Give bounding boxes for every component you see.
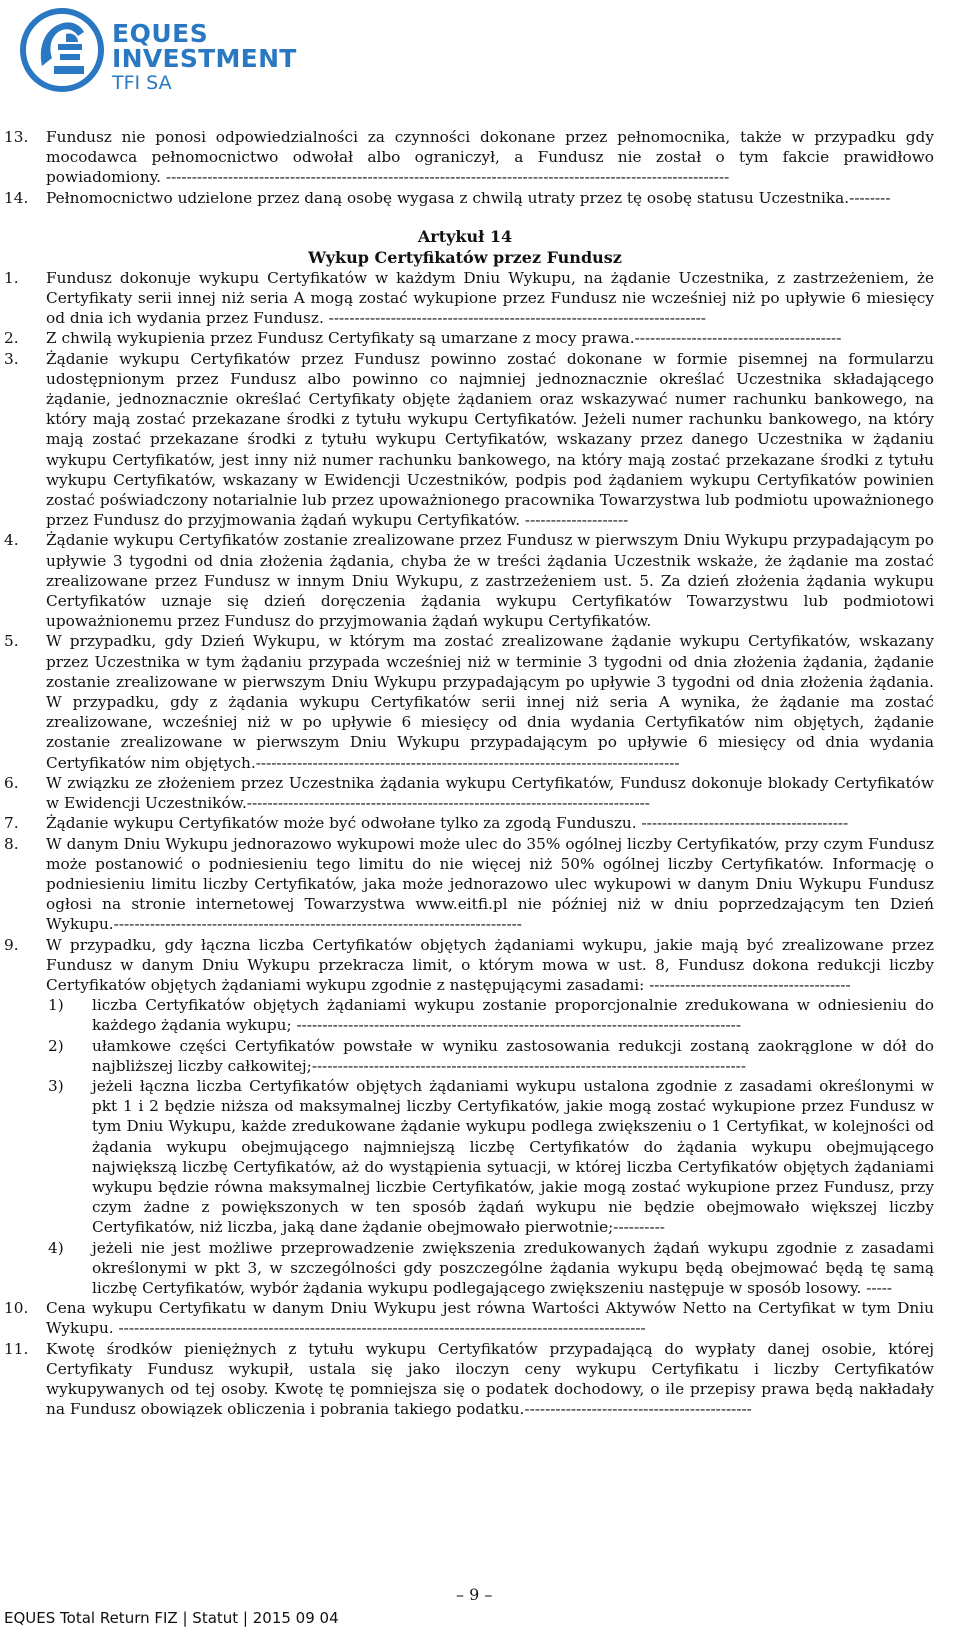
logo-line-2: INVESTMENT (112, 44, 297, 73)
subparagraph-text: ułamkowe części Certyfikatów powstałe w wyniku zastosowania redukcji zostaną zaokrąglone w dół do najbliższej liczby całkowitej;------------------------------------------------------------------------------------ (92, 1036, 934, 1075)
paragraph-9 (0, 935, 960, 996)
article-subtitle: Wykup Certyfikatów przez Fundusz (308, 247, 622, 267)
article-heading (0, 226, 960, 268)
subparagraph-number: 4) (48, 1238, 64, 1257)
paragraph-text: Z chwilą wykupienia przez Fundusz Certyfikaty są umarzane z mocy prawa.---------------------------------------- (46, 329, 842, 348)
paragraph-number: 1. (4, 268, 19, 287)
paragraph-number: 5. (4, 632, 19, 651)
paragraph-5 (0, 631, 960, 772)
paragraph-text: Żądanie wykupu Certyfikatów zostanie zrealizowane przez Fundusz w pierwszym Dniu Wykupu przypadającym po upływie 3 tygodni od dnia złożenia żądania, chyba że w treści żądania Uczestnik wskaże, że żądanie ma zostać zrealizowane przez Fundusz w innym Dniu Wykupu, z zastrzeżeniem ust. 5. Za dzień złożenia żądania wykupu Certyfikatów uznaje się dzień doręczenia żądania wykupu Certyfikatów Towarzystwu lub podmiotowi upoważnionemu przez Fundusz do przyjmowania żądań wykupu Certyfikatów. (46, 531, 934, 631)
paragraph-text: Fundusz nie ponosi odpowiedzialności za czynności dokonane przez pełnomocnika, także w przypadku gdy mocodawca pełnomocnictwo odwołał albo ograniczył, a Fundusz nie został o tym fakcie prawidłowo powiadomiony. ------------------------------------------------------------------------------------------------------------- (46, 128, 934, 187)
paragraph-number: 11. (4, 1339, 29, 1358)
paragraph-text: Pełnomocnictwo udzielone przez daną osobę wygasa z chwilą utraty przez tę osobę statusu Uczestnika.-------- (46, 188, 891, 207)
paragraph-text: Kwotę środków pieniężnych z tytułu wykupu Certyfikatów przypadającą do wypłaty danej osobie, której Certyfikaty Fundusz wykupił, ustala się jako iloczyn ceny wykupu Certyfikatu i liczby Certyfikatów wykupywanych od tej osoby. Kwotę tę pomniejsza się o podatek dochodowy, o ile przepisy prawa będą nakładały na Fundusz obowiązek obliczenia i pobrania takiego podatku.-------------------------------------------- (46, 1339, 934, 1419)
subparagraph-2 (0, 1036, 960, 1076)
paragraph-1 (0, 268, 960, 329)
subparagraph-text: liczba Certyfikatów objętych żądaniami wykupu zostanie proporcjonalnie zredukowana w odniesieniu do każdego żądania wykupu; -------------------------------------------------------------------------------------- (92, 996, 934, 1035)
paragraph-text: Fundusz dokonuje wykupu Certyfikatów w każdym Dniu Wykupu, na żądanie Uczestnika, z zastrzeżeniem, że Certyfikaty serii innej niż seria A mogą zostać wykupione przez Fundusz nie wcześniej niż po upływie 6 miesięcy od dnia ich wydania przez Fundusz. ------------------------------------------------------------------------- (46, 268, 934, 328)
paragraph-text: Żądanie wykupu Certyfikatów przez Fundusz powinno zostać dokonane w formie pisemnej na formularzu udostępnionym przez Fundusz albo powinno co najmniej jednoznacznie określać Uczestnika składającego żądanie, jednoznacznie określać Certyfikaty objęte żądaniem oraz wskazywać numer rachunku bankowego, na który mają zostać przekazane środki z tytułu wykupu Certyfikatów. Jeżeli numer rachunku bankowego, na który mają zostać przekazane środki z tytułu wykupu Certyfikatów, wskazany przez danego Uczestnika w żądaniu wykupu Certyfikatów, jest inny niż numer rachunku bankowego, na który mają zostać przekazane środki z tytułu wykupu Certyfikatów, wskazany w Ewidencji Uczestników, podpis pod żądaniem wykupu Certyfikatów powinien zostać poświadczony notarialnie lub przez upoważnionego pracownika Towarzystwa lub podmiotu upoważnionego przez Fundusz do przyjmowania żądań wykupu Certyfikatów. -------------------- (46, 349, 934, 530)
paragraph-number: 7. (4, 814, 19, 833)
paragraph-8 (0, 834, 960, 935)
paragraph-10 (0, 1298, 960, 1338)
paragraph-6 (0, 773, 960, 813)
paragraph-7 (0, 813, 960, 833)
subparagraph-number: 1) (48, 996, 64, 1015)
logo-line-3: TFI SA (112, 72, 172, 94)
page-footer: EQUES Total Return FIZ | Statut | 2015 09 04 (4, 1609, 339, 1627)
article-title: Artykuł 14 (417, 226, 513, 246)
paragraph-number: 8. (4, 834, 19, 853)
paragraph-text: W danym Dniu Wykupu jednorazowo wykupowi może ulec do 35% ogólnej liczby Certyfikatów, przy czym Fundusz może postanowić o podniesieniu tego limitu do nie więcej niż 50% ogólnej liczby Certyfikatów. Informację o podniesieniu limitu liczby Certyfikatów, jaka może jednorazowo ulec wykupowi w danym Dniu Wykupu Fundusz ogłosi na stronie internetowej Towarzystwa www.eitfi.pl nie później niż w dniu poprzedzającym ten Dzień Wykupu.------------------------------------------------------------------------------- (46, 834, 934, 934)
subparagraph-4 (0, 1238, 960, 1299)
paragraph-number: 10. (4, 1299, 29, 1318)
paragraph-number: 6. (4, 773, 19, 792)
subparagraph-3 (0, 1076, 960, 1238)
paragraph-11 (0, 1339, 960, 1420)
subparagraph-text: jeżeli łączna liczba Certyfikatów objętych żądaniami wykupu ustalona zgodnie z zasadami określonymi w pkt 1 i 2 będzie niższa od maksymalnej liczby Certyfikatów, jakie mogą zostać wykupione przez Fundusz w tym Dniu Wykupu, każde zredukowane żądanie wykupu podlega zwiększeniu o 1 Certyfikat, w kolejności od żądania wykupu obejmującego najmniejszą liczbę Certyfikatów do żądania wykupu obejmującego największą liczbę Certyfikatów, aż do wystąpienia sytuacji, w której liczba Certyfikatów objętych żądaniami wykupu będzie równa maksymalnej liczbie Certyfikatów, jakie mogą zostać wykupione przez Fundusz, przy czym żadne z powiększonych w ten sposób żądań wykupu nie będzie obejmowało większej liczby Certyfikatów, niż liczba, jaką dane żądanie obejmowało pierwotnie;---------- (92, 1076, 934, 1237)
paragraph-3 (0, 349, 960, 531)
company-logo (20, 4, 297, 100)
paragraph-text: W przypadku, gdy Dzień Wykupu, w którym ma zostać zrealizowane żądanie wykupu Certyfikatów, wskazany przez Uczestnika w tym żądaniu przypada wcześniej niż w terminie 3 tygodni od dnia złożenia żądania, żądanie zostanie zrealizowane w pierwszym Dniu Wykupu przypadającym po upływie 3 tygodni od dnia złożenia żądania. W przypadku, gdy z żądania wykupu Certyfikatów serii innej niż seria A wynika, że żądanie ma zostać zrealizowane, wcześniej niż w po upływie 6 miesięcy od dnia wydania Certyfikatów nim objętych, żądanie zostanie zrealizowane w pierwszym Dniu Wykupu przypadającym po upływie 6 miesięcy od dnia wydania Certyfikatów nim objętych.---------------------------------------------------------------------------------- (46, 632, 934, 772)
paragraph-number: 14. (4, 188, 29, 207)
paragraph-text: Cena wykupu Certyfikatu w danym Dniu Wykupu jest równa Wartości Aktywów Netto na Certyfikat w tym Dniu Wykupu. ------------------------------------------------------------------------------------------------------ (46, 1299, 934, 1338)
subparagraph-1 (0, 995, 960, 1035)
paragraph-text: Żądanie wykupu Certyfikatów może być odwołane tylko za zgodą Funduszu. ---------------------------------------- (46, 814, 849, 833)
subparagraph-number: 3) (48, 1076, 64, 1095)
paragraph-text: W związku ze złożeniem przez Uczestnika żądania wykupu Certyfikatów, Fundusz dokonuje blokady Certyfikatów w Ewidencji Uczestników.------------------------------------------------------------------------------ (46, 773, 934, 813)
paragraph-2 (0, 328, 960, 348)
paragraph-14 (0, 188, 960, 208)
paragraph-4 (0, 530, 960, 631)
paragraph-13 (0, 127, 960, 188)
paragraph-number: 3. (4, 349, 19, 368)
logo-emblem-icon (20, 4, 106, 96)
logo-wordmark (112, 19, 297, 94)
logo-line-1: EQUES (112, 19, 209, 48)
paragraph-number: 4. (4, 531, 19, 550)
paragraph-text: W przypadku, gdy łączna liczba Certyfikatów objętych żądaniami wykupu, jakie mają być zrealizowane przez Fundusz w danym Dniu Wykupu przekracza limit, o którym mowa w ust. 8, Fundusz dokona redukcji liczby Certyfikatów objętych żądaniami wykupu zgodnie z następującymi zasadami: --------------------------------------- (46, 935, 934, 994)
page-number: – 9 – (456, 1585, 493, 1604)
subparagraph-text: jeżeli nie jest możliwe przeprowadzenie zwiększenia zredukowanych żądań wykupu zgodnie z zasadami określonymi w pkt 3, w szczególności gdy poszczególne żądania wykupu będą obejmować będą tę samą liczbę Certyfikatów, wybór żądania wykupu podlegającego zwiększeniu następuje w sposób losowy. ----- (92, 1238, 934, 1297)
subparagraph-number: 2) (48, 1036, 64, 1055)
document-body (0, 127, 960, 1419)
paragraph-number: 13. (4, 128, 29, 146)
paragraph-number: 9. (4, 935, 19, 954)
paragraph-number: 2. (4, 329, 19, 348)
